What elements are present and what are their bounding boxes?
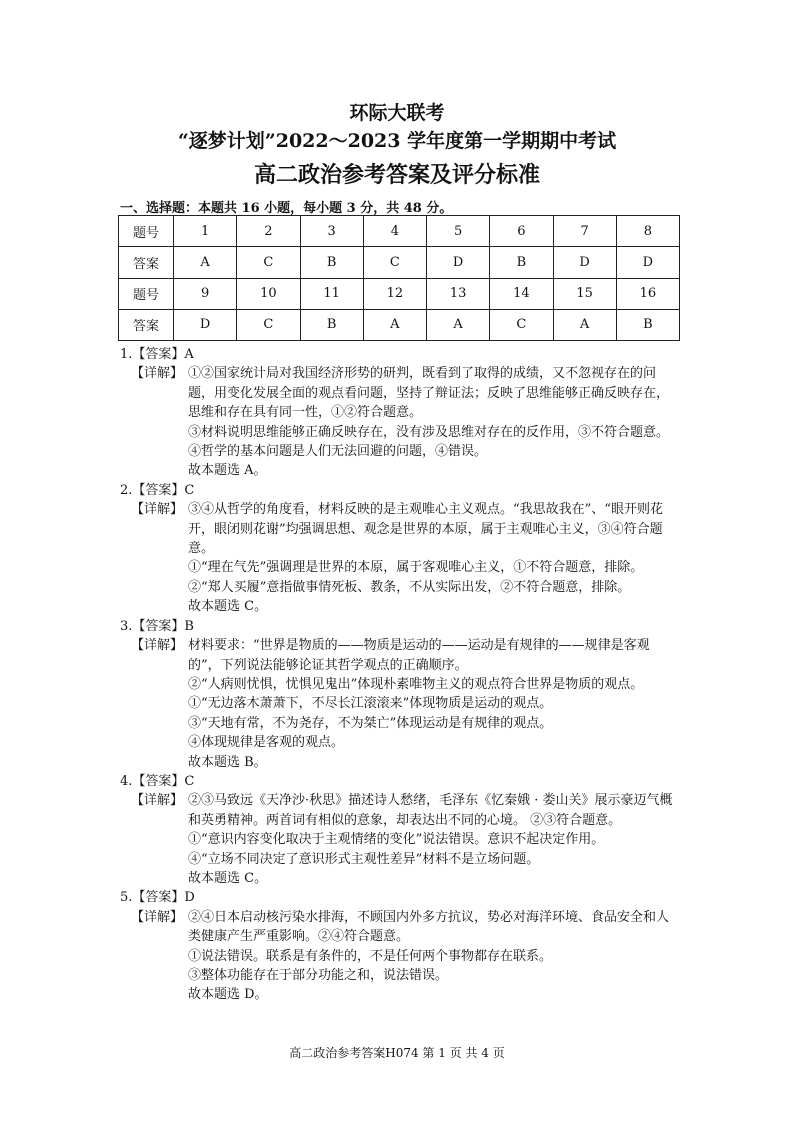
explanation-line: ①说法错误。联系是有条件的，不是任何两个事物都存在联系。 [188, 948, 553, 964]
table-cell: 8 [616, 216, 679, 247]
table-cell: 15 [553, 278, 616, 309]
answer-key-table [118, 215, 680, 341]
explanation-line: ③整体功能存在于部分功能之和，说法错误。 [188, 968, 449, 983]
explanation-body [188, 908, 680, 1005]
table-row-question-numbers-1 [119, 216, 680, 247]
exam-union-title: 环际大联考 [349, 102, 445, 124]
table-cell: A [363, 309, 426, 340]
table-cell: 9 [174, 278, 237, 309]
table-cell: D [553, 247, 616, 278]
explanation-line: ④“立场不同决定了意识形式主观性差异”材料不是立场问题。 [188, 851, 540, 867]
table-cell: 5 [427, 216, 490, 247]
explanation-tag: 【详解】 [131, 909, 184, 925]
explanation-line: 故本题选 D。 [188, 987, 268, 1003]
table-cell: C [363, 247, 426, 278]
table-row-answers-1 [119, 247, 680, 278]
explanation-line: 故本题选 B。 [188, 754, 267, 770]
explanation-line: ②“郑人买履”意指做事情死板、教条，不从实际出发，②不符合题意，排除。 [188, 579, 631, 595]
table-cell: 13 [427, 278, 490, 309]
table-cell: A [427, 309, 490, 340]
explanation-line: 故本题选 C。 [188, 870, 268, 886]
table-cell: B [616, 309, 679, 340]
table-cell: 7 [553, 216, 616, 247]
table-cell: 1 [174, 216, 237, 247]
table-cell: B [300, 247, 363, 278]
question-answer-heading: 2.【答案】C [120, 482, 195, 498]
question-explanation [120, 364, 680, 480]
table-cell: 11 [300, 278, 363, 309]
explanation-line: ②③马致远《天净沙·秋思》描述诗人愁绪，毛泽东《忆秦娥 · 娄山关》展示豪迈气概和英勇精神。两首词有相似的意象，却表达出不同的心境。 ②③符合题意。 [188, 793, 673, 828]
explanation-line: 故本题选 C。 [188, 599, 268, 615]
explanation-line: ③“天地有常，不为尧存，不为桀亡”体现运动是有规律的观点。 [188, 715, 553, 731]
table-cell: 3 [300, 216, 363, 247]
table-cell-label: 题号 [119, 216, 174, 247]
explanation-tag: 【详解】 [131, 366, 184, 382]
table-cell: C [237, 247, 300, 278]
question-answer-heading: 4.【答案】C [120, 773, 195, 789]
explanation-body [188, 364, 680, 480]
explanation-tag: 【详解】 [131, 793, 184, 809]
table-cell-label: 答案 [119, 309, 174, 340]
table-cell: 16 [616, 278, 679, 309]
question-answer-heading: 3.【答案】B [120, 618, 194, 634]
explanation-line: ②④日本启动核污染水排海，不顾国内外多方抗议，势必对海洋环境、食品安全和人类健康产生严重影响。②④符合题意。 [188, 909, 670, 945]
explanation-line: ②“人病则忧惧，忧惧见鬼出”体现朴素唯物主义的观点符合世界是物质的观点。 [188, 676, 644, 692]
table-cell: B [300, 309, 363, 340]
table-cell: C [237, 309, 300, 340]
table-cell: A [174, 247, 237, 278]
explanation-body [188, 636, 680, 772]
explanation-line: ①“理在气先”强调理是世界的本原，属于客观唯心主义，①不符合题意，排除。 [188, 560, 644, 576]
table-cell: D [174, 309, 237, 340]
question-explanation [120, 908, 680, 1005]
question-explanation [120, 791, 680, 888]
table-row-answers-2 [119, 309, 680, 340]
question-explanation [120, 500, 680, 616]
table-cell: A [553, 309, 616, 340]
explanation-tag: 【详解】 [131, 502, 184, 518]
table-cell: 4 [363, 216, 426, 247]
exam-name-title: “逐梦计划”2022～2023 学年度第一学期期中考试 [177, 130, 617, 152]
table-cell: 6 [490, 216, 553, 247]
explanation-line: 故本题选 A。 [188, 463, 267, 479]
answer-explanations [120, 345, 680, 1005]
explanation-line: ①“意识内容变化取决于主观情绪的变化”说法错误。意识不起决定作用。 [188, 832, 605, 848]
table-row-question-numbers-2 [119, 278, 680, 309]
explanation-line: ④哲学的基本问题是人们无法回避的问题，④错误。 [188, 444, 488, 460]
question-explanation [120, 636, 680, 772]
table-cell: 2 [237, 216, 300, 247]
table-cell: C [490, 309, 553, 340]
table-cell-label: 题号 [119, 278, 174, 309]
table-cell: D [616, 247, 679, 278]
explanation-line: 材料要求：“世界是物质的——物质是运动的——运动是有规律的——规律是客观的”，下列说法能够论证其哲学观点的正确顺序。 [188, 638, 650, 673]
table-cell: D [427, 247, 490, 278]
explanation-body [188, 791, 680, 888]
explanation-tag: 【详解】 [131, 638, 184, 654]
question-answer-heading: 5.【答案】D [120, 890, 195, 906]
table-cell: 10 [237, 278, 300, 309]
table-cell-label: 答案 [119, 247, 174, 278]
explanation-line: ①“无边落木萧萧下，不尽长江滚滚来”体现物质是运动的观点。 [188, 696, 553, 712]
section-title-multiple-choice: 一、选择题：本题共 16 小题，每小题 3 分，共 48 分。 [120, 201, 453, 216]
question-answer-heading: 1.【答案】A [120, 347, 194, 362]
explanation-line: ①②国家统计局对我国经济形势的研判，既看到了取得的成绩，又不忽视存在的问题，用变化发展全面的观点看问题，坚持了辩证法；反映了思维能够正确反映存在，思维和存在具有同一性，①②符合题意。 [188, 366, 670, 421]
explanation-line: ③材料说明思维能够正确反映存在，没有涉及思维对存在的反作用，③不符合题意。 [188, 424, 670, 440]
page-footer: 高二政治参考答案H074 第 1 页 共 4 页 [289, 1046, 505, 1060]
explanation-body [188, 500, 680, 616]
table-cell: 14 [490, 278, 553, 309]
table-cell: B [490, 247, 553, 278]
explanation-line: ③④从哲学的角度看，材料反映的是主观唯心主义观点。“我思故我在”、“眼开则花开，眼闭则花谢”均强调思想、观念是世界的本原，属于主观唯心主义，③④符合题意。 [188, 502, 663, 557]
explanation-line: ④体现规律是客观的观点。 [188, 735, 345, 751]
document-title: 高二政治参考答案及评分标准 [253, 162, 540, 188]
table-cell: 12 [363, 278, 426, 309]
